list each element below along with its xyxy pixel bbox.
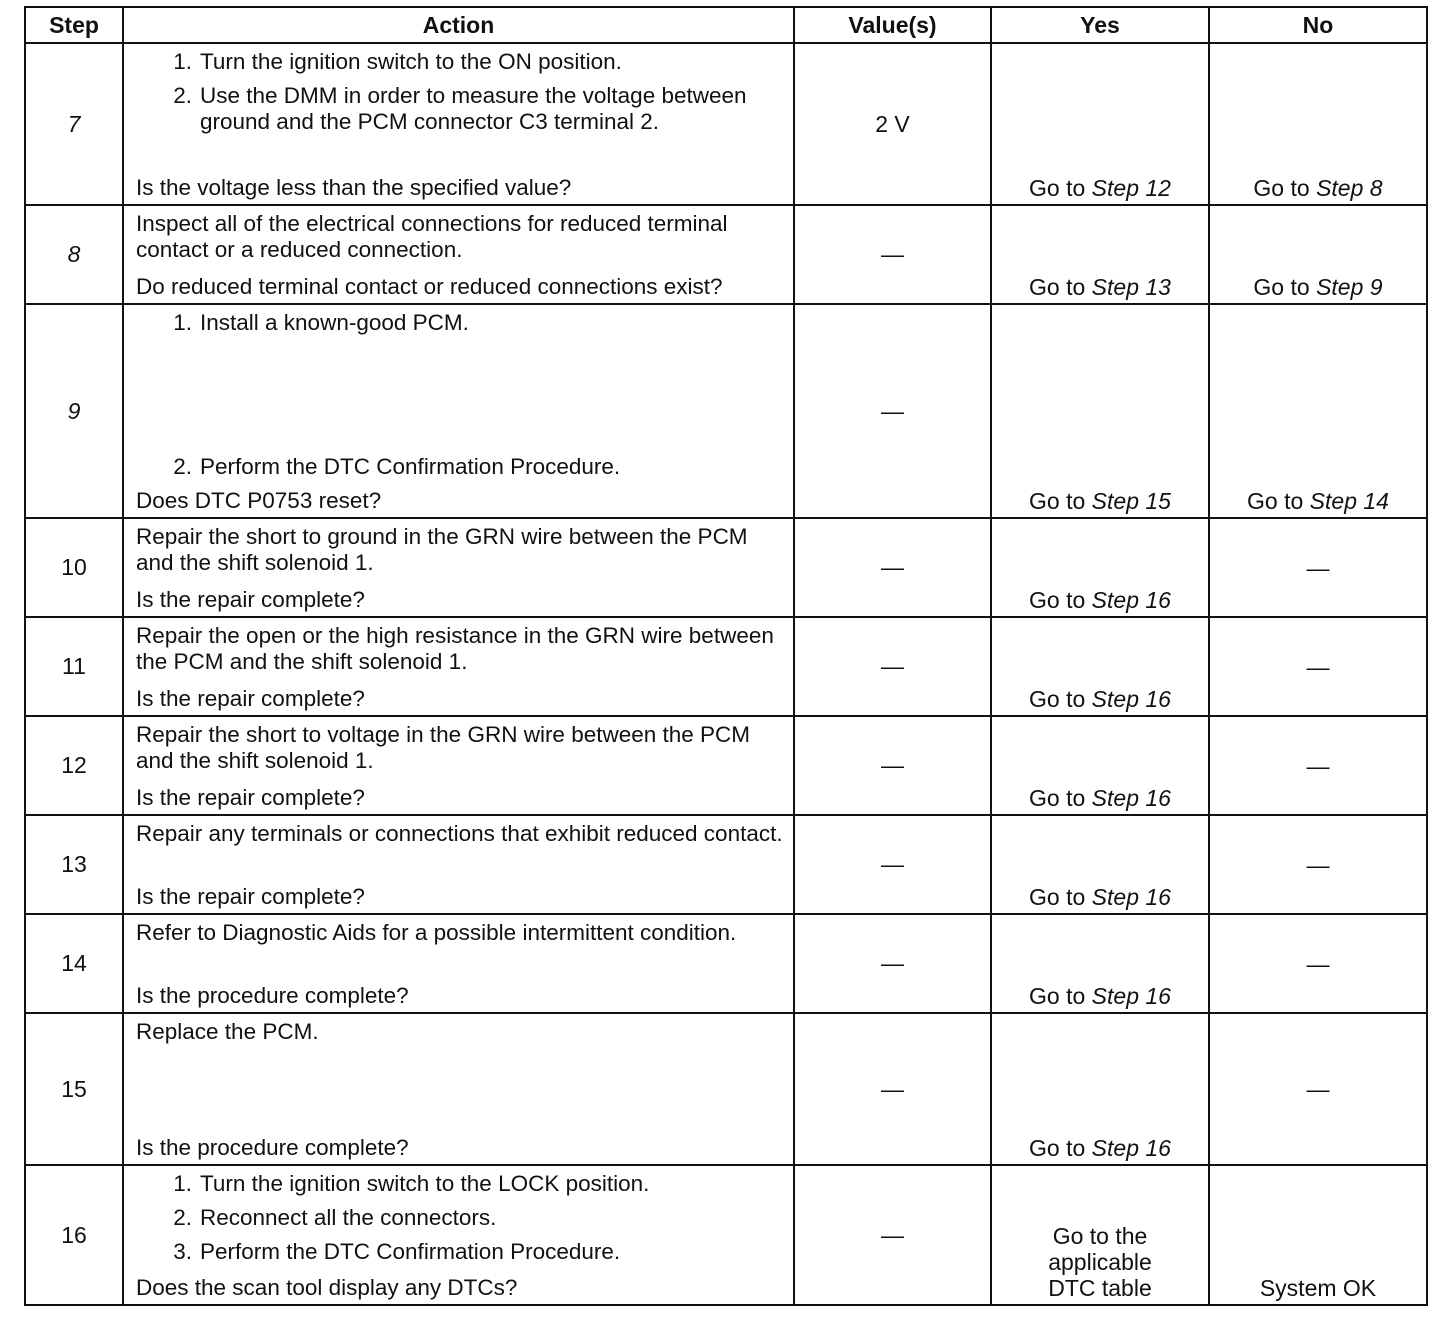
- question-text: Is the repair complete?: [136, 587, 365, 612]
- action-cell: [123, 205, 794, 304]
- value-cell: —: [794, 617, 991, 716]
- no-cell: Go to Step 9: [1209, 205, 1427, 304]
- no-cell: System OK: [1209, 1165, 1427, 1305]
- no-cell: —: [1209, 914, 1427, 1013]
- question-text: Is the repair complete?: [136, 884, 365, 909]
- list-item: 3. Perform the DTC Confirmation Procedure.: [173, 1239, 621, 1264]
- yes-cell: Go to Step 16: [991, 914, 1209, 1013]
- list-item: 2. Reconnect all the connectors.: [173, 1205, 497, 1230]
- yes-cell: Go to Step 16: [991, 815, 1209, 914]
- yes-cell: Go to Step 13: [991, 205, 1209, 304]
- step-list: [136, 310, 783, 344]
- table-row: [25, 518, 1427, 617]
- action-text: Repair the short to ground in the GRN wire between the PCM and the shift solenoid 1.: [136, 524, 748, 575]
- question-text: Do reduced terminal contact or reduced connections exist?: [136, 274, 723, 299]
- value-cell: —: [794, 716, 991, 815]
- no-cell: Go to Step 14: [1209, 304, 1427, 518]
- action-cell: [123, 1013, 794, 1165]
- step-number: 15: [25, 1013, 123, 1165]
- action-text: Repair the short to voltage in the GRN wire between the PCM and the shift solenoid 1.: [136, 722, 751, 773]
- value-cell: —: [794, 304, 991, 518]
- value-cell: —: [794, 205, 991, 304]
- table-row: [25, 815, 1427, 914]
- yes-line: DTC table: [1048, 1275, 1152, 1301]
- step-number: 7: [25, 43, 123, 205]
- header-action: Action: [123, 7, 794, 43]
- list-item: 1. Turn the ignition switch to the LOCK position.: [173, 1171, 650, 1196]
- question-text: Is the procedure complete?: [136, 983, 409, 1008]
- yes-cell: Go to Step 16: [991, 518, 1209, 617]
- action-cell: [123, 617, 794, 716]
- action-text: Refer to Diagnostic Aids for a possible intermittent condition.: [136, 920, 737, 945]
- diagnostic-table: [24, 6, 1428, 1306]
- action-text: Replace the PCM.: [136, 1019, 319, 1044]
- step-number: 12: [25, 716, 123, 815]
- question-text: Is the repair complete?: [136, 785, 365, 810]
- no-cell: —: [1209, 617, 1427, 716]
- yes-cell: Go to Step 12: [991, 43, 1209, 205]
- action-cell: [123, 815, 794, 914]
- yes-line: applicable: [1048, 1249, 1152, 1275]
- step-number: 14: [25, 914, 123, 1013]
- question-text: Is the procedure complete?: [136, 1135, 409, 1160]
- no-cell: —: [1209, 815, 1427, 914]
- list-item: 1. Turn the ignition switch to the ON position.: [173, 49, 622, 74]
- table-row: [25, 1165, 1427, 1305]
- no-cell: Go to Step 8: [1209, 43, 1427, 205]
- question-text: Does DTC P0753 reset?: [136, 488, 382, 513]
- header-values: Value(s): [794, 7, 991, 43]
- list-item: 1. Install a known-good PCM.: [173, 310, 469, 335]
- table-row: [25, 716, 1427, 815]
- action-text: Inspect all of the electrical connections for reduced terminal contact or a reduced connection.: [136, 211, 728, 262]
- yes-cell: Go to Step 15: [991, 304, 1209, 518]
- action-cell: [123, 1165, 794, 1305]
- yes-cell: Go to Step 16: [991, 617, 1209, 716]
- action-cell: [123, 43, 794, 205]
- step-list: [136, 49, 783, 143]
- action-cell: [123, 716, 794, 815]
- table-row: [25, 617, 1427, 716]
- action-cell: [123, 914, 794, 1013]
- value-cell: —: [794, 1013, 991, 1165]
- step-number: 8: [25, 205, 123, 304]
- list-item: 2. Use the DMM in order to measure the voltage between ground and the PCM connector C3 terminal 2.: [173, 83, 747, 134]
- step-number: 9: [25, 304, 123, 518]
- header-row: [25, 7, 1427, 43]
- table-row: [25, 914, 1427, 1013]
- value-cell: —: [794, 518, 991, 617]
- value-cell: —: [794, 914, 991, 1013]
- action-cell: [123, 518, 794, 617]
- header-step: Step: [25, 7, 123, 43]
- yes-cell: Go to Step 16: [991, 1013, 1209, 1165]
- step-number: 16: [25, 1165, 123, 1305]
- action-text: Repair any terminals or connections that exhibit reduced contact.: [136, 821, 783, 846]
- question-text: Is the repair complete?: [136, 686, 365, 711]
- list-item: 2. Perform the DTC Confirmation Procedure.: [173, 454, 621, 479]
- yes-cell: Go to Step 16: [991, 716, 1209, 815]
- table-row: [25, 43, 1427, 205]
- yes-line: Go to the: [1052, 1223, 1148, 1249]
- step-number: 11: [25, 617, 123, 716]
- question-text: Does the scan tool display any DTCs?: [136, 1275, 518, 1300]
- table-row: [25, 205, 1427, 304]
- no-cell: —: [1209, 1013, 1427, 1165]
- question-text: Is the voltage less than the specified value?: [136, 175, 572, 200]
- no-cell: —: [1209, 518, 1427, 617]
- table-row: [25, 304, 1427, 518]
- header-no: No: [1209, 7, 1427, 43]
- step-number: 10: [25, 518, 123, 617]
- step-list: [136, 454, 783, 480]
- header-yes: Yes: [991, 7, 1209, 43]
- action-cell: [123, 304, 794, 518]
- no-cell: —: [1209, 716, 1427, 815]
- value-cell: 2 V: [794, 43, 991, 205]
- step-list: [136, 1171, 783, 1265]
- value-cell: —: [794, 815, 991, 914]
- yes-cell: [991, 1165, 1209, 1305]
- table-row: [25, 1013, 1427, 1165]
- action-text: Repair the open or the high resistance in the GRN wire between the PCM and the shift solenoid 1.: [136, 623, 774, 674]
- step-number: 13: [25, 815, 123, 914]
- value-cell: —: [794, 1165, 991, 1305]
